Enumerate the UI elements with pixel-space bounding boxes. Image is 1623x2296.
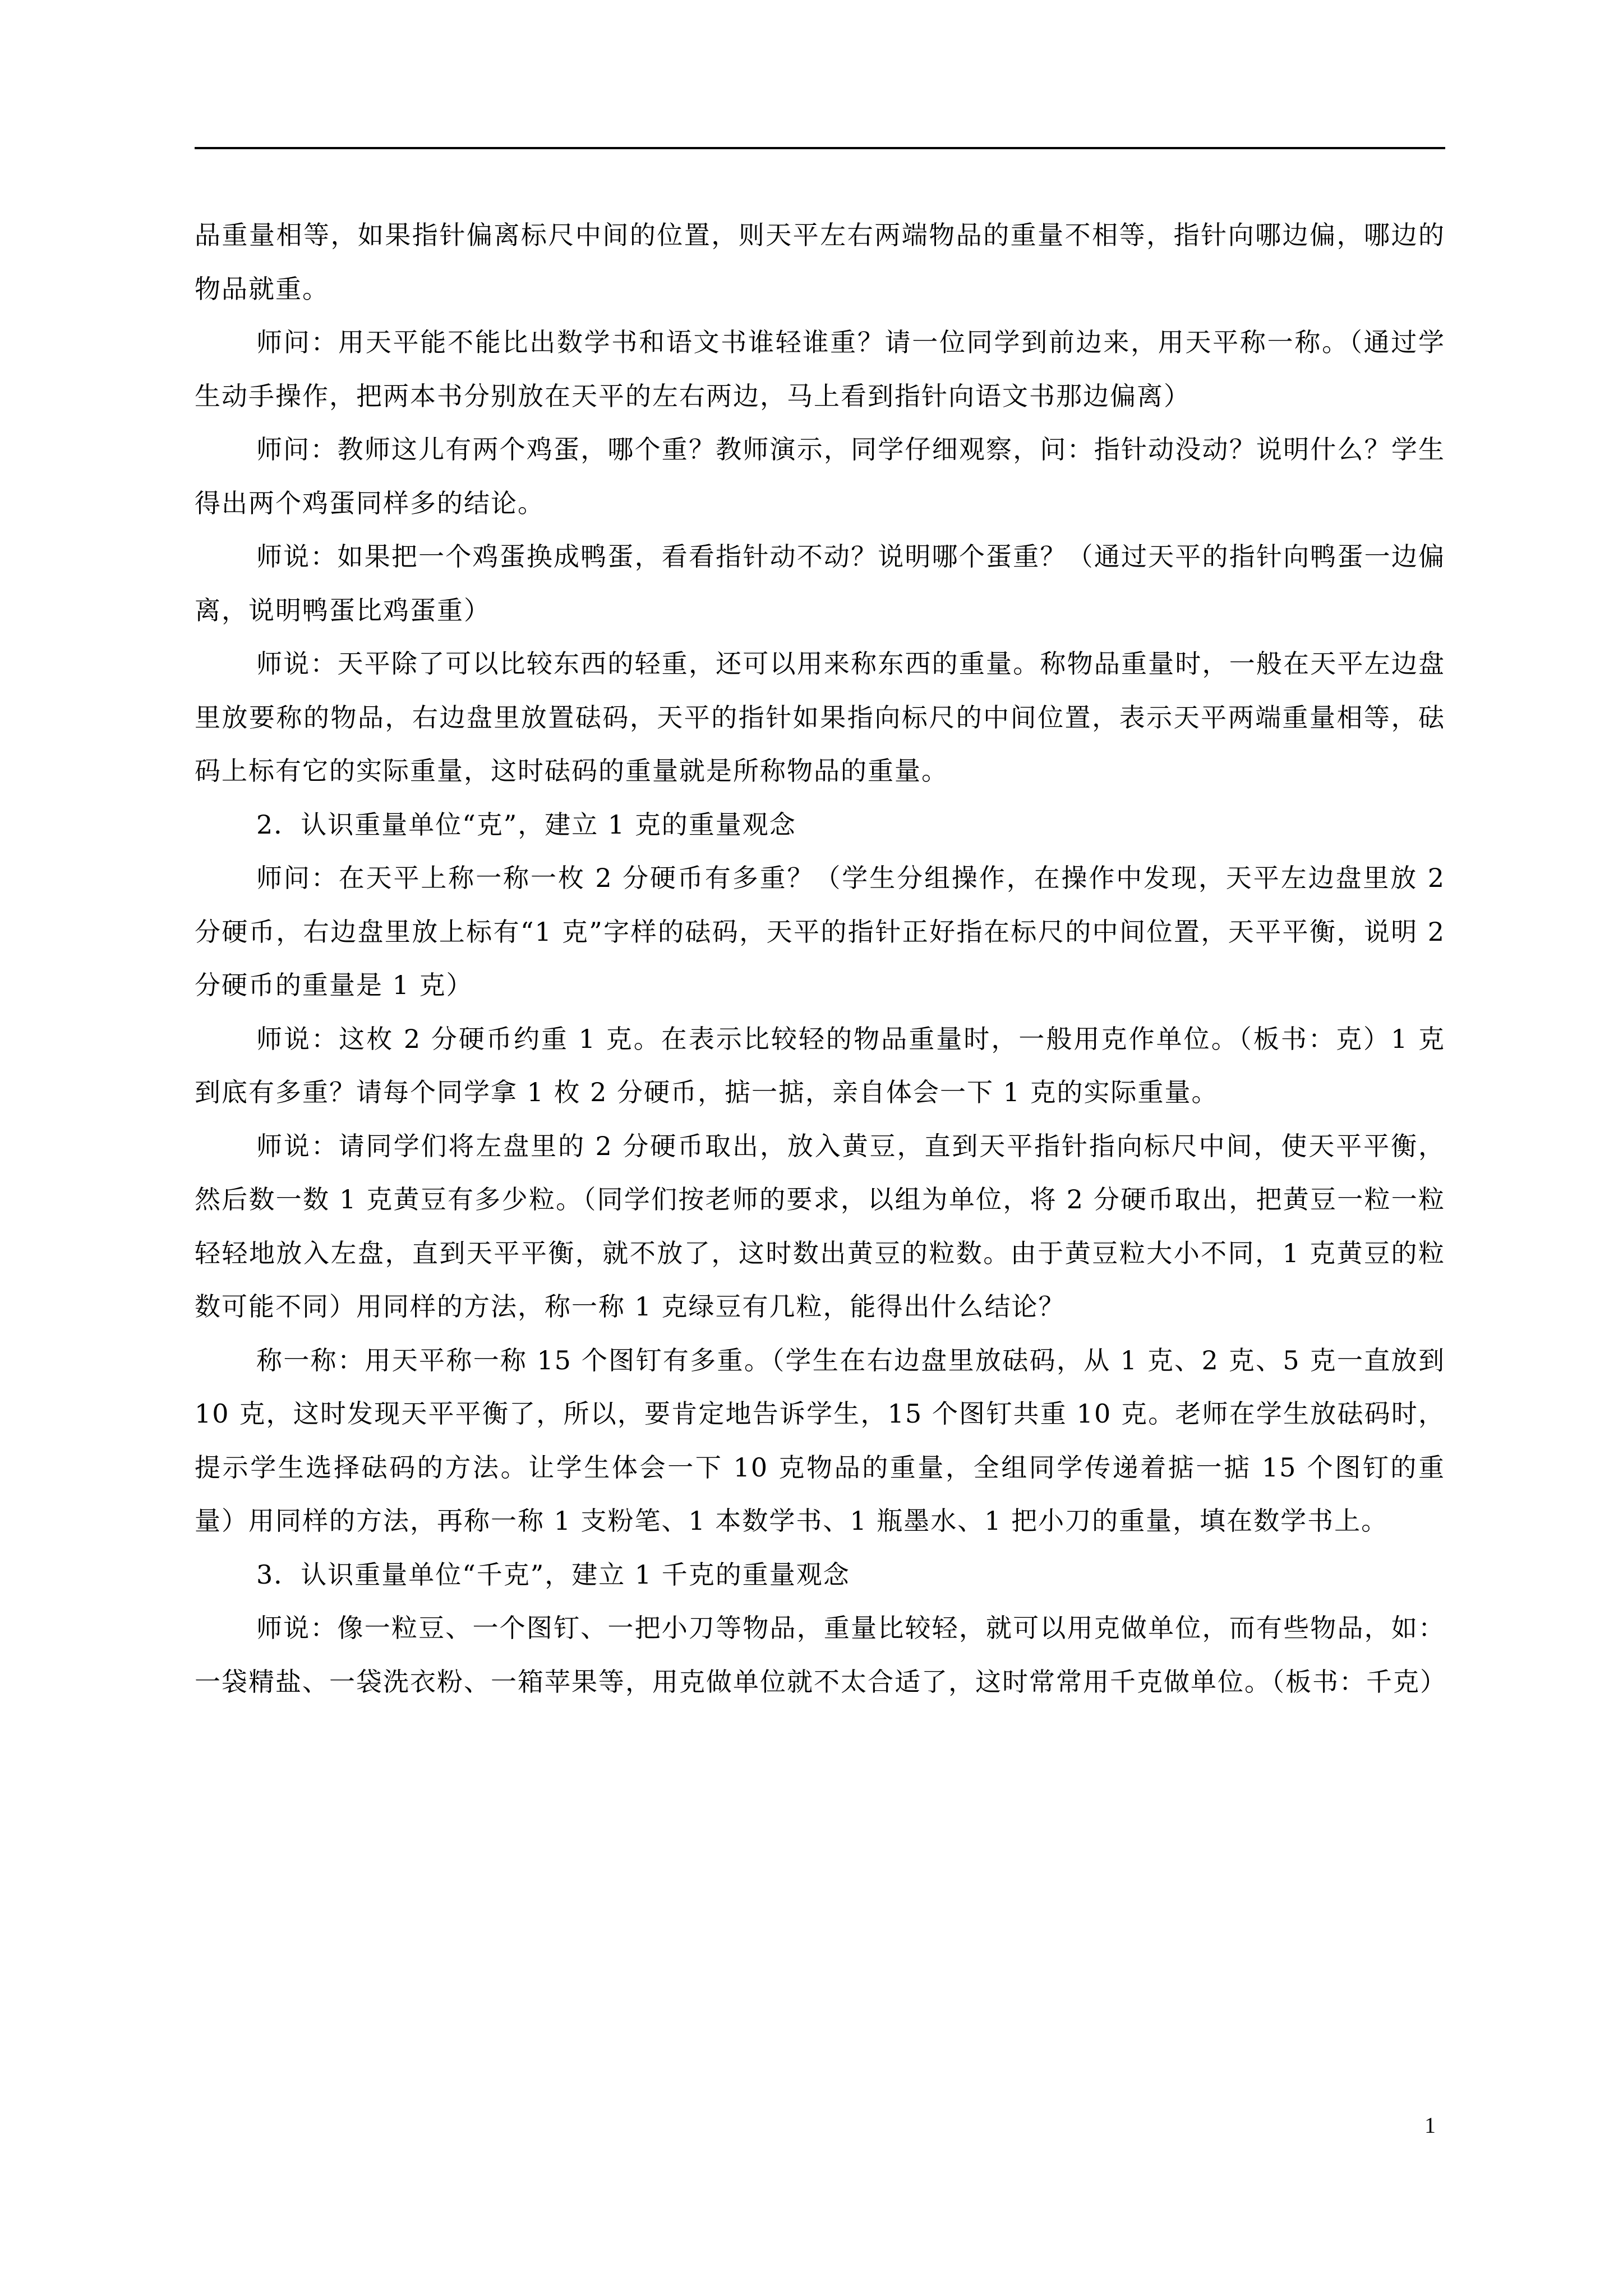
section-heading-3: 3．认识重量单位“千克”，建立 1 千克的重量观念 (256, 1559, 850, 1590)
paragraph-7: 师问：在天平上称一称一枚 2 分硬币有多重？（学生分组操作，在操作中发现，天平左边盘里放 2 分硬币，右边盘里放上标有“1 克”字样的砝码，天平的指针正好指在标尺的中间位置，天平平衡，说明 2 分硬币的重量是 1 克） (195, 863, 1445, 1000)
section-heading-2: 2．认识重量单位“克”，建立 1 克的重量观念 (256, 809, 796, 840)
page-number: 1 (1424, 2113, 1436, 2138)
paragraph-12: 师说：像一粒豆、一个图钉、一把小刀等物品，重量比较轻，就可以用克做单位，而有些物品，如：一袋精盐、一袋洗衣粉、一箱苹果等，用克做单位就不太合适了，这时常常用千克做单位。（板书：千克） (195, 1613, 1447, 1697)
paragraph-8: 师说：这枚 2 分硬币约重 1 克。在表示比较轻的物品重量时，一般用克作单位。（板书：克）1 克到底有多重？请每个同学拿 1 枚 2 分硬币，掂一掂，亲自体会一下 1 克的实际重量。 (195, 1023, 1445, 1107)
document-body (195, 209, 1445, 1709)
header-rule (195, 147, 1445, 149)
paragraph-2: 师问：用天平能不能比出数学书和语文书谁轻谁重？请一位同学到前边来，用天平称一称。（通过学生动手操作，把两本书分别放在天平的左右两边，马上看到指针向语文书那边偏离） (195, 327, 1445, 411)
paragraph-10: 称一称：用天平称一称 15 个图钉有多重。（学生在右边盘里放砝码，从 1 克、2 克、5 克一直放到 10 克，这时发现天平平衡了，所以，要肯定地告诉学生，15 个图钉共重 10 克。老师在学生放砝码时，提示学生选择砝码的方法。让学生体会一下 10 克物品的重量，全组同学传递着掂一掂 15 个图钉的重量）用同样的方法，再称一称 1 支粉笔、1 本数学书、1 瓶墨水、1 把小刀的重量，填在数学书上。 (195, 1345, 1445, 1536)
paragraph-3: 师问：教师这儿有两个鸡蛋，哪个重？教师演示，同学仔细观察，问：指针动没动？说明什么？学生得出两个鸡蛋同样多的结论。 (195, 434, 1445, 518)
paragraph-5: 师说：天平除了可以比较东西的轻重，还可以用来称东西的重量。称物品重量时，一般在天平左边盘里放要称的物品，右边盘里放置砝码，天平的指针如果指向标尺的中间位置，表示天平两端重量相等，砝码上标有它的实际重量，这时砝码的重量就是所称物品的重量。 (195, 648, 1445, 786)
paragraph-4: 师说：如果把一个鸡蛋换成鸭蛋，看看指针动不动？说明哪个蛋重？（通过天平的指针向鸭蛋一边偏离，说明鸭蛋比鸡蛋重） (195, 541, 1445, 625)
paragraph-1: 品重量相等，如果指针偏离标尺中间的位置，则天平左右两端物品的重量不相等，指针向哪边偏，哪边的物品就重。 (195, 220, 1445, 304)
paragraph-9: 师说：请同学们将左盘里的 2 分硬币取出，放入黄豆，直到天平指针指向标尺中间，使天平平衡，然后数一数 1 克黄豆有多少粒。（同学们按老师的要求，以组为单位，将 2 分硬币取出，把黄豆一粒一粒轻轻地放入左盘，直到天平平衡，就不放了，这时数出黄豆的粒数。由于黄豆粒大小不同，1 克黄豆的粒数可能不同）用同样的方法，称一称 1 克绿豆有几粒，能得出什么结论？ (195, 1130, 1445, 1322)
